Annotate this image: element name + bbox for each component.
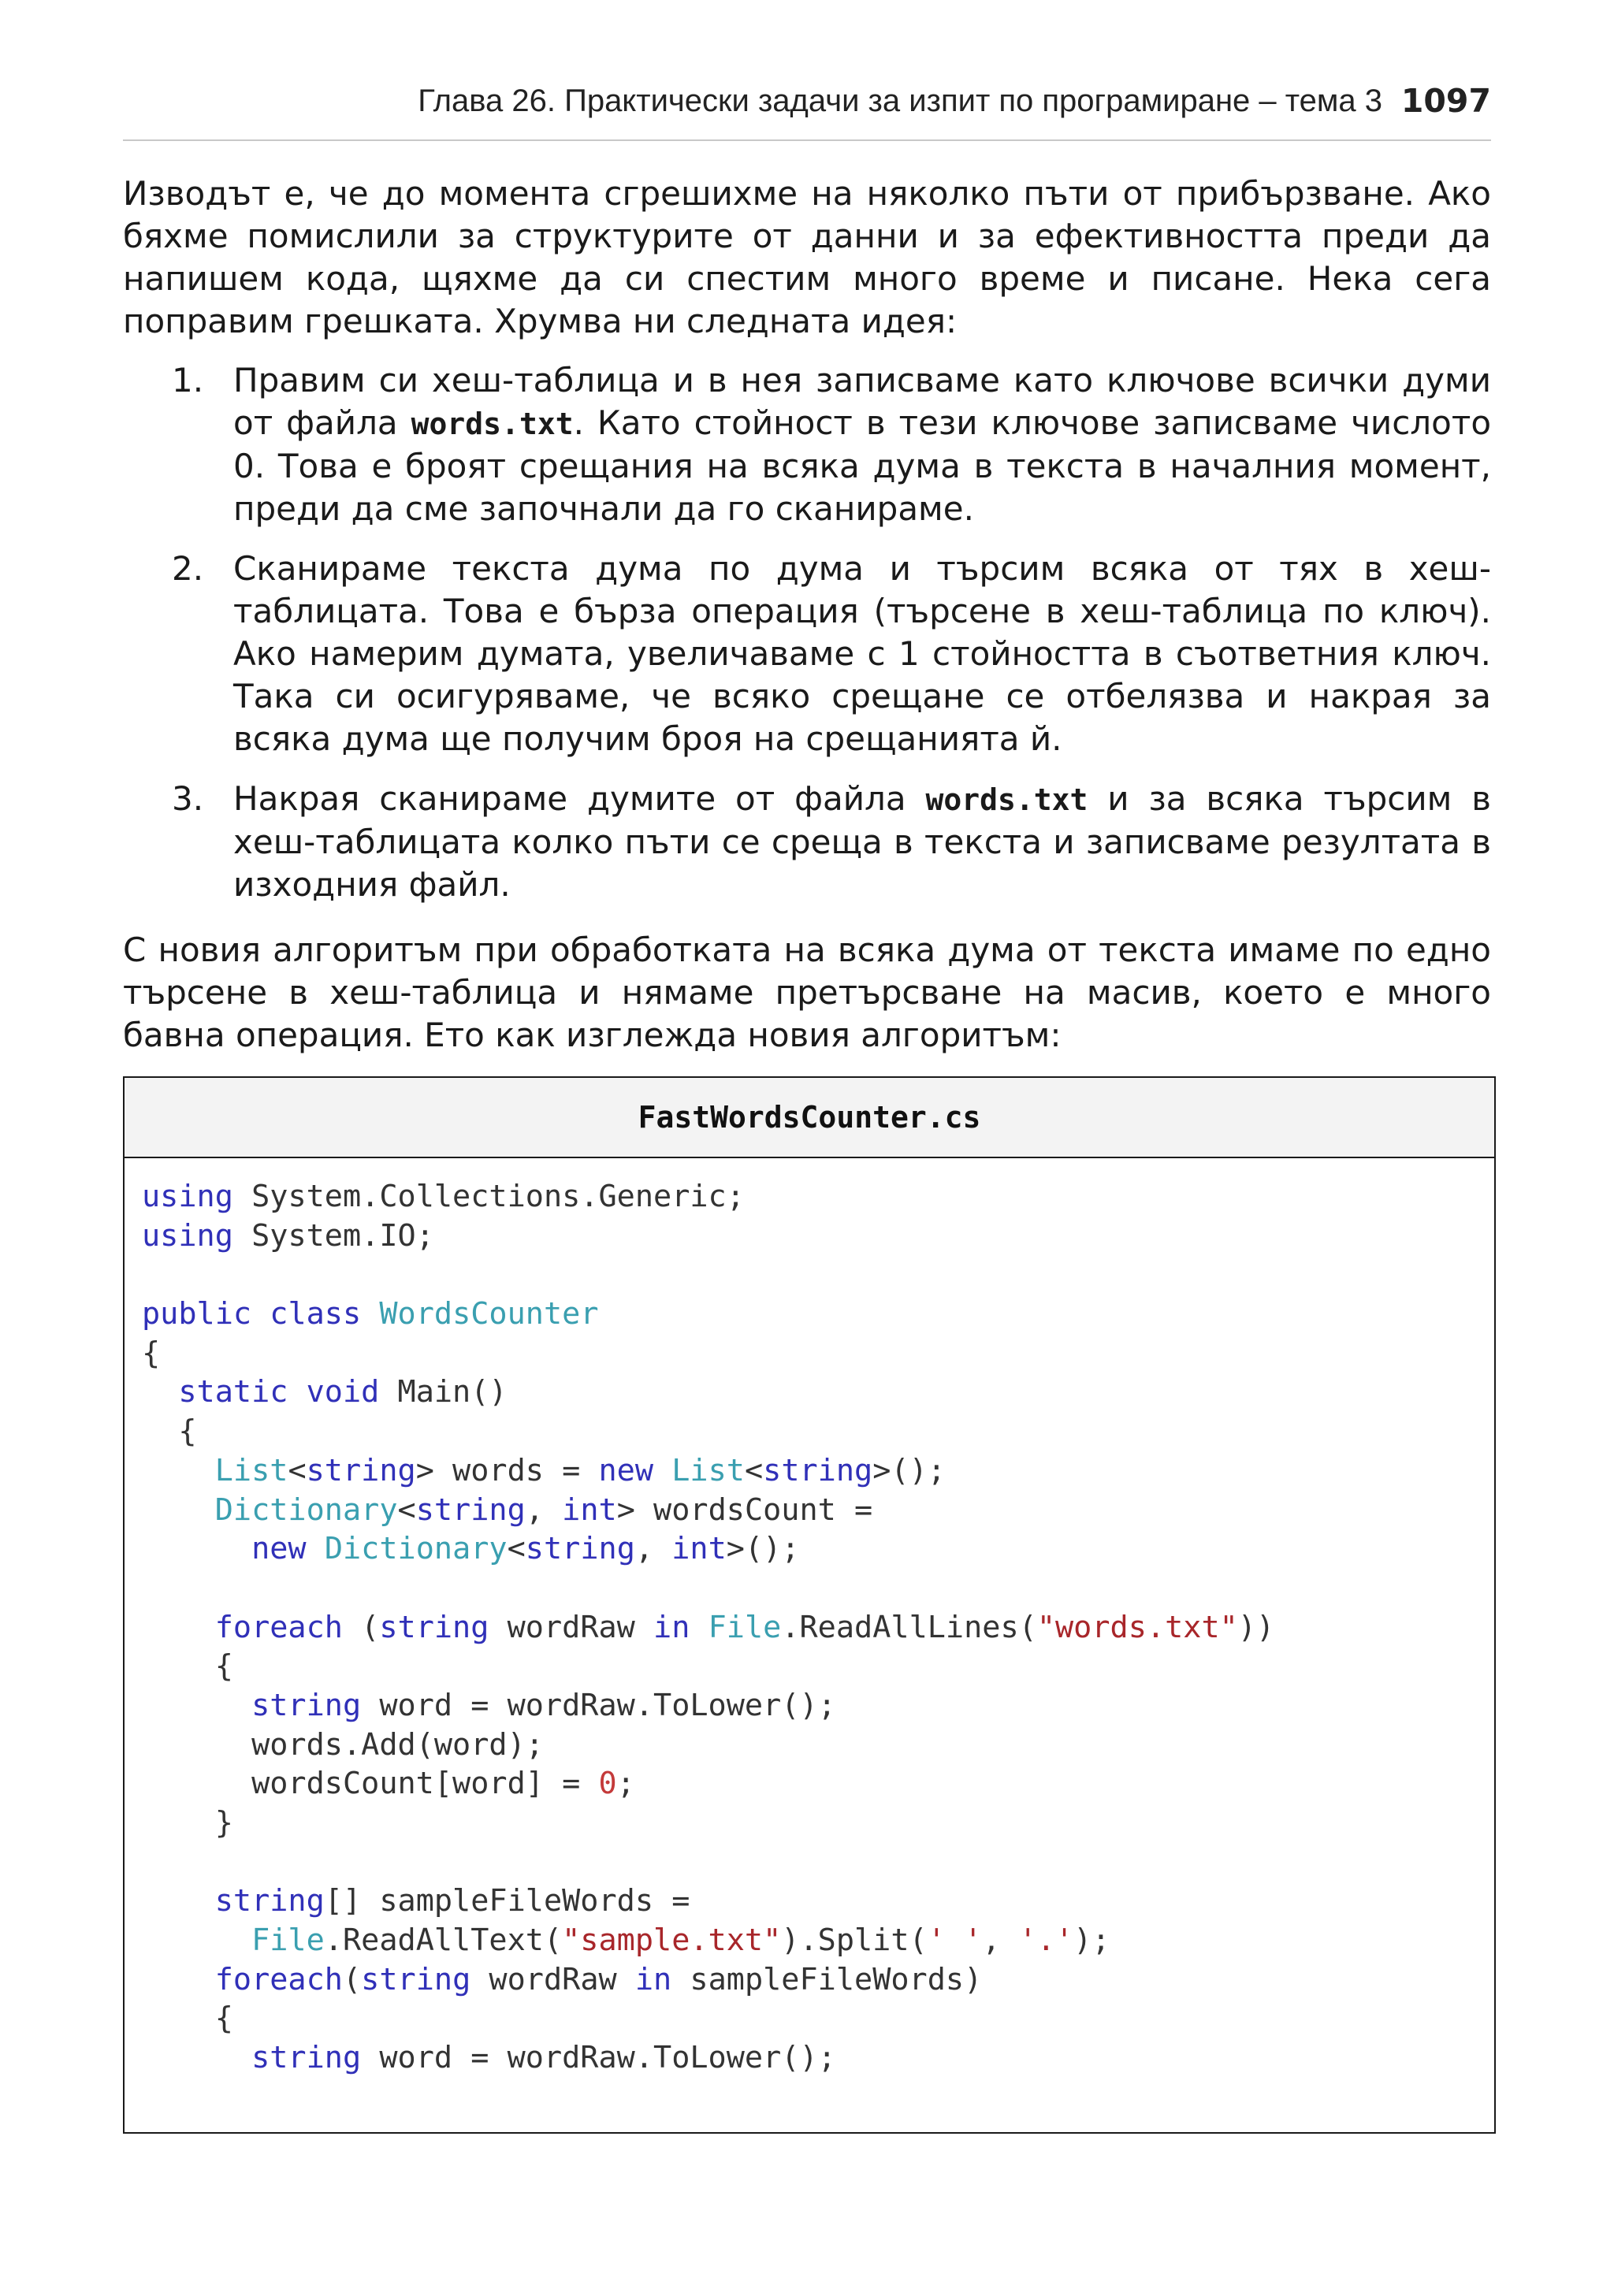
code-token: static (178, 1374, 288, 1410)
code-token (307, 1531, 325, 1566)
code-token (142, 1492, 215, 1528)
code-token (142, 1374, 178, 1410)
code-token: in (634, 1961, 672, 1997)
code-token: string (379, 1609, 489, 1645)
code-token: public (142, 1296, 252, 1332)
code-line (142, 1373, 1494, 1412)
code-line (142, 1647, 1494, 1686)
list-item (123, 778, 1491, 906)
code-token: , (525, 1492, 563, 1528)
code-line (142, 1764, 1494, 1804)
code-token: ' ' (927, 1923, 983, 1959)
code-token: System.Collections.Generic; (232, 1179, 745, 1214)
code-token: List (671, 1452, 745, 1488)
code-token: int (671, 1531, 727, 1567)
code-token (142, 1688, 251, 1723)
step-text: Правим си хеш-таблица и в нея записваме като ключове всички думи от файла (233, 361, 1491, 442)
code-line (142, 1295, 1494, 1334)
code-line (142, 1255, 1494, 1295)
code-token (142, 1610, 215, 1645)
code-token: Main() (379, 1374, 508, 1410)
code-filename: FastWordsCounter.cs (125, 1078, 1494, 1158)
code-token: { (142, 1414, 197, 1450)
code-token: < (744, 1452, 764, 1488)
code-line (142, 1491, 1494, 1530)
intro-paragraph: Изводът е, че до момента сгрешихме на няколко пъти от прибързване. Ако бяхме помислили за структурите от данни и за ефективността преди да напишем кода, щяхме да си спестим много време и писане. Нека сега поправим грешката. Хрумва ни следната идея: (123, 174, 1491, 340)
code-token: word = wordRaw.ToLower(); (361, 1687, 836, 1723)
code-line (142, 2038, 1494, 2078)
code-token: ); (1073, 1923, 1110, 1959)
step-text: Накрая сканираме думите от файла (233, 779, 926, 818)
closing-paragraph: С новия алгоритъм при обработката на всяка дума от текста имаме по едно търсене в хеш-таблица и нямаме претърсване на масив, което е много бавна операция. Ето как изглежда новия алгоритъм: (123, 931, 1491, 1054)
code-token: new (251, 1531, 307, 1567)
code-token: "words.txt" (1036, 1609, 1238, 1645)
code-line (142, 1177, 1494, 1217)
code-token: string (763, 1452, 873, 1488)
code-token: File (708, 1609, 782, 1645)
steps-list (123, 359, 1491, 906)
code-token (251, 1296, 270, 1332)
step-text: и за всяка търсим в хеш-таблицата колко пъти се среща в текста и записваме резултата в изходния файл. (233, 779, 1491, 904)
step-text: Сканираме текста дума по дума и търсим всяка от тях в хеш-таблицата. Това е бърза операция (търсене в хеш-таблица по ключ). Ако намерим думата, увеличаваме с 1 стойността в съответния ключ. Така си осигуряваме, че всяко срещане се отбелязва и накрая за всяка дума ще получим броя на срещанията й. (233, 549, 1491, 758)
code-token: ( (342, 1609, 380, 1645)
code-token: >(); (726, 1531, 800, 1567)
code-token: < (397, 1492, 416, 1528)
code-token: sampleFileWords) (671, 1961, 983, 1997)
code-token (142, 1531, 251, 1566)
code-token: void (306, 1374, 380, 1410)
code-token: WordsCounter (379, 1296, 599, 1332)
header-divider (123, 139, 1491, 141)
code-token: .ReadAllText( (324, 1923, 563, 1959)
code-token: string (214, 1883, 325, 1919)
code-token: string (251, 2040, 362, 2076)
code-line (142, 1882, 1494, 1921)
code-token: } (142, 1805, 233, 1841)
code-token: { (142, 2001, 233, 2037)
code-token: string (525, 1531, 635, 1567)
code-line (142, 1999, 1494, 2038)
code-token: string (361, 1961, 471, 1997)
list-item (123, 548, 1491, 760)
code-token: > wordsCount = (616, 1492, 873, 1528)
code-token: foreach (214, 1961, 343, 1997)
code-token: [] sampleFileWords = (324, 1883, 690, 1919)
code-line (142, 1569, 1494, 1608)
code-line (142, 1451, 1494, 1491)
code-token: ; (616, 1766, 635, 1802)
code-token: "sample.txt" (562, 1923, 782, 1959)
code-line (142, 1217, 1494, 1256)
code-token: < (288, 1452, 307, 1488)
code-token: string (251, 1687, 362, 1723)
code-line (142, 1726, 1494, 1765)
code-token: List (214, 1452, 288, 1488)
code-token: )) (1237, 1609, 1275, 1645)
step-text: . Като стойност в тези ключове записваме числото 0. Това е броят срещания на всяка дума в текста в началния момент, преди да сме започнали да го сканираме. (233, 403, 1492, 528)
code-token: File (251, 1923, 325, 1959)
code-token: ).Split( (781, 1923, 928, 1959)
code-token: string (415, 1492, 526, 1528)
code-token: >(); (872, 1452, 946, 1488)
code-token (653, 1453, 671, 1488)
code-token: Dictionary (324, 1531, 508, 1567)
code-token (142, 1962, 215, 1997)
code-token: , (634, 1531, 672, 1567)
code-token: foreach (214, 1609, 343, 1645)
code-token (142, 2040, 251, 2075)
code-token: > words = (415, 1452, 599, 1488)
code-token: wordRaw (470, 1961, 635, 1997)
list-item (123, 359, 1491, 530)
code-token: class (270, 1296, 362, 1332)
code-line (142, 1960, 1494, 2000)
code-token: System.IO; (232, 1217, 434, 1254)
code-token: { (142, 1648, 233, 1685)
code-token: '.' (1018, 1923, 1074, 1959)
list-number: 1. (172, 361, 204, 399)
code-line (142, 1334, 1494, 1373)
code-token (361, 1296, 379, 1332)
code-token (142, 1883, 215, 1919)
code-token: using (142, 1179, 233, 1214)
code-token: 0 (598, 1766, 617, 1802)
code-token (288, 1374, 306, 1410)
chapter-title: Глава 26. Практически задачи за изпит по програмиране – тема 3 (418, 84, 1382, 118)
code-token: string (306, 1452, 416, 1488)
code-token: Dictionary (214, 1492, 398, 1528)
code-token: , (982, 1923, 1019, 1959)
inline-code: words.txt (411, 407, 574, 441)
code-line (142, 1843, 1494, 1882)
code-line (142, 1804, 1494, 1843)
code-body (125, 1158, 1494, 2078)
running-header (123, 82, 1491, 120)
code-token: in (653, 1609, 690, 1645)
list-number: 3. (172, 779, 204, 818)
code-line (142, 1921, 1494, 1960)
page-number: 1097 (1400, 82, 1491, 120)
code-token: < (507, 1531, 526, 1567)
code-token (690, 1610, 708, 1645)
code-token: using (142, 1217, 233, 1254)
list-number: 2. (172, 549, 204, 588)
code-token (142, 1923, 251, 1958)
code-token (142, 1453, 215, 1488)
code-token: int (562, 1492, 617, 1528)
code-token: wordsCount[word] = (142, 1766, 599, 1802)
code-line (142, 1529, 1494, 1569)
code-token: wordRaw (489, 1609, 654, 1645)
inline-code: words.txt (925, 782, 1088, 817)
code-token: { (142, 1335, 161, 1371)
code-token: words.Add(word); (142, 1726, 544, 1763)
code-token: word = wordRaw.ToLower(); (361, 2040, 836, 2076)
code-token: .ReadAllLines( (781, 1609, 1037, 1645)
code-line (142, 1686, 1494, 1726)
code-token: new (598, 1452, 654, 1488)
code-token: ( (342, 1961, 362, 1997)
code-line (142, 1608, 1494, 1648)
code-listing (123, 1076, 1496, 2134)
code-line (142, 1412, 1494, 1451)
